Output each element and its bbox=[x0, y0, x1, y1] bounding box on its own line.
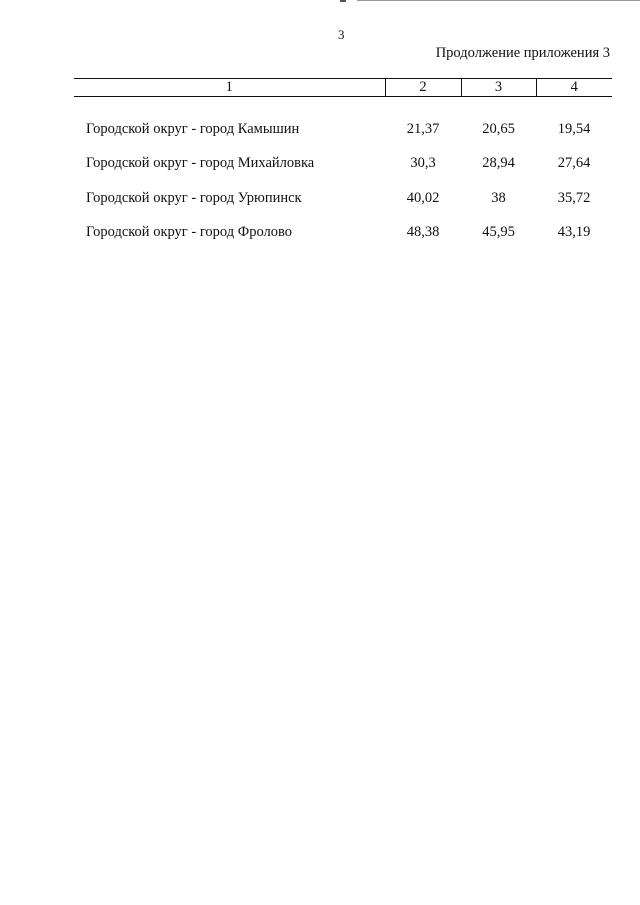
municipality-name: Городской округ - город Урюпинск bbox=[86, 189, 302, 206]
table-row bbox=[74, 147, 612, 182]
value-col-3: 38 bbox=[491, 189, 506, 206]
column-header-4: 4 bbox=[536, 79, 612, 97]
table-row bbox=[74, 181, 612, 216]
column-header-1: 1 bbox=[74, 79, 385, 97]
value-col-4: 27,64 bbox=[557, 155, 591, 172]
value-col-3: 45,95 bbox=[482, 224, 515, 241]
table-header bbox=[74, 79, 612, 97]
value-col-3: 28,94 bbox=[482, 155, 515, 172]
municipality-name: Городской округ - город Фролово bbox=[86, 224, 292, 241]
value-col-2: 30,3 bbox=[410, 155, 436, 172]
column-header-2: 2 bbox=[385, 79, 461, 97]
value-col-2: 40,02 bbox=[406, 189, 440, 206]
table-row bbox=[74, 97, 612, 147]
page-number: 3 bbox=[338, 27, 345, 42]
value-col-4: 19,54 bbox=[557, 120, 591, 137]
value-col-4: 43,19 bbox=[557, 224, 591, 241]
value-col-4: 35,72 bbox=[557, 189, 591, 206]
table-header-row bbox=[74, 79, 612, 97]
column-header-3: 3 bbox=[461, 79, 536, 97]
value-col-3: 20,65 bbox=[482, 120, 515, 137]
table-row bbox=[74, 216, 612, 251]
top-edge-mark bbox=[340, 0, 346, 2]
value-col-2: 48,38 bbox=[406, 224, 440, 241]
table-body bbox=[74, 97, 612, 251]
top-edge-line bbox=[357, 0, 640, 1]
municipality-name: Городской округ - город Камышин bbox=[86, 120, 300, 137]
municipality-name: Городской округ - город Михайловка bbox=[86, 155, 315, 172]
value-col-2: 21,37 bbox=[406, 120, 440, 137]
data-table bbox=[74, 78, 612, 250]
appendix-continuation-title: Продолжение приложения 3 bbox=[435, 45, 610, 61]
